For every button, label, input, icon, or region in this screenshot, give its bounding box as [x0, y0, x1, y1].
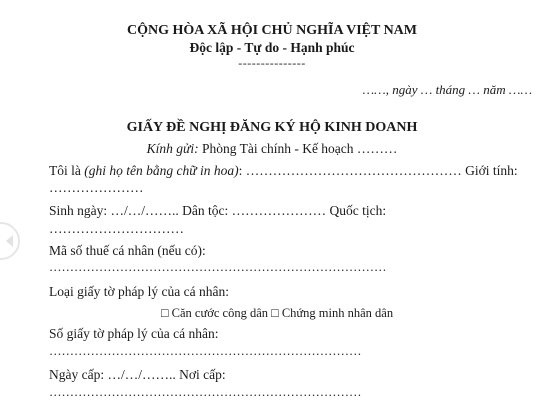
ethnicity-label: Dân tộc: …………………	[182, 203, 330, 218]
recipient-line	[0, 141, 544, 157]
dob-row	[49, 203, 386, 219]
tax-code-dots: ………………………………………………………………………	[49, 260, 387, 274]
name-continuation: …………………	[49, 180, 144, 195]
name-label: Tôi là	[49, 163, 85, 178]
header-separator: ---------------	[238, 56, 306, 70]
national-motto: Độc lập - Tự do - Hạnh phúc	[189, 40, 355, 55]
doc-number-dots: …………………………………………………………………	[49, 344, 362, 358]
name-hint: (ghi họ tên bằng chữ in hoa)	[84, 163, 239, 178]
recipient-value: Phòng Tài chính - Kế hoạch ………	[201, 141, 398, 156]
dob-continuation: …………………………	[49, 221, 184, 236]
nationality-label: Quốc tịch:	[329, 203, 387, 218]
name-dots: : …………………………………………	[238, 163, 466, 178]
issue-place-label: Nơi cấp:	[179, 367, 226, 382]
gender-label: Giới tính:	[465, 163, 518, 178]
doc-type-label: Loại giấy tờ pháp lý của cá nhân:	[49, 284, 229, 299]
issue-date-label: Ngày cấp: …/…/……..	[49, 367, 180, 382]
doc-number-label: Số giấy tờ pháp lý của cá nhân:	[49, 326, 219, 341]
issue-dots: …………………………………………………………………	[49, 385, 362, 399]
dob-label: Sinh ngày: …/…/……..	[49, 203, 183, 218]
name-row	[49, 163, 518, 179]
doc-type-options: □ Căn cước công dân □ Chứng minh nhân dân	[161, 306, 394, 320]
previous-page-arrow[interactable]	[0, 222, 20, 260]
country-name: CỘNG HÒA XÃ HỘI CHỦ NGHĨA VIỆT NAM	[126, 23, 417, 38]
issue-row	[49, 367, 226, 383]
chevron-left-icon	[6, 235, 13, 247]
tax-code-label: Mã số thuế cá nhân (nếu có):	[49, 243, 206, 258]
date-line: ……, ngày … tháng … năm ……	[362, 82, 532, 97]
form-title: GIẤY ĐỀ NGHỊ ĐĂNG KÝ HỘ KINH DOANH	[126, 120, 418, 135]
recipient-label: Kính gửi:	[146, 141, 202, 156]
